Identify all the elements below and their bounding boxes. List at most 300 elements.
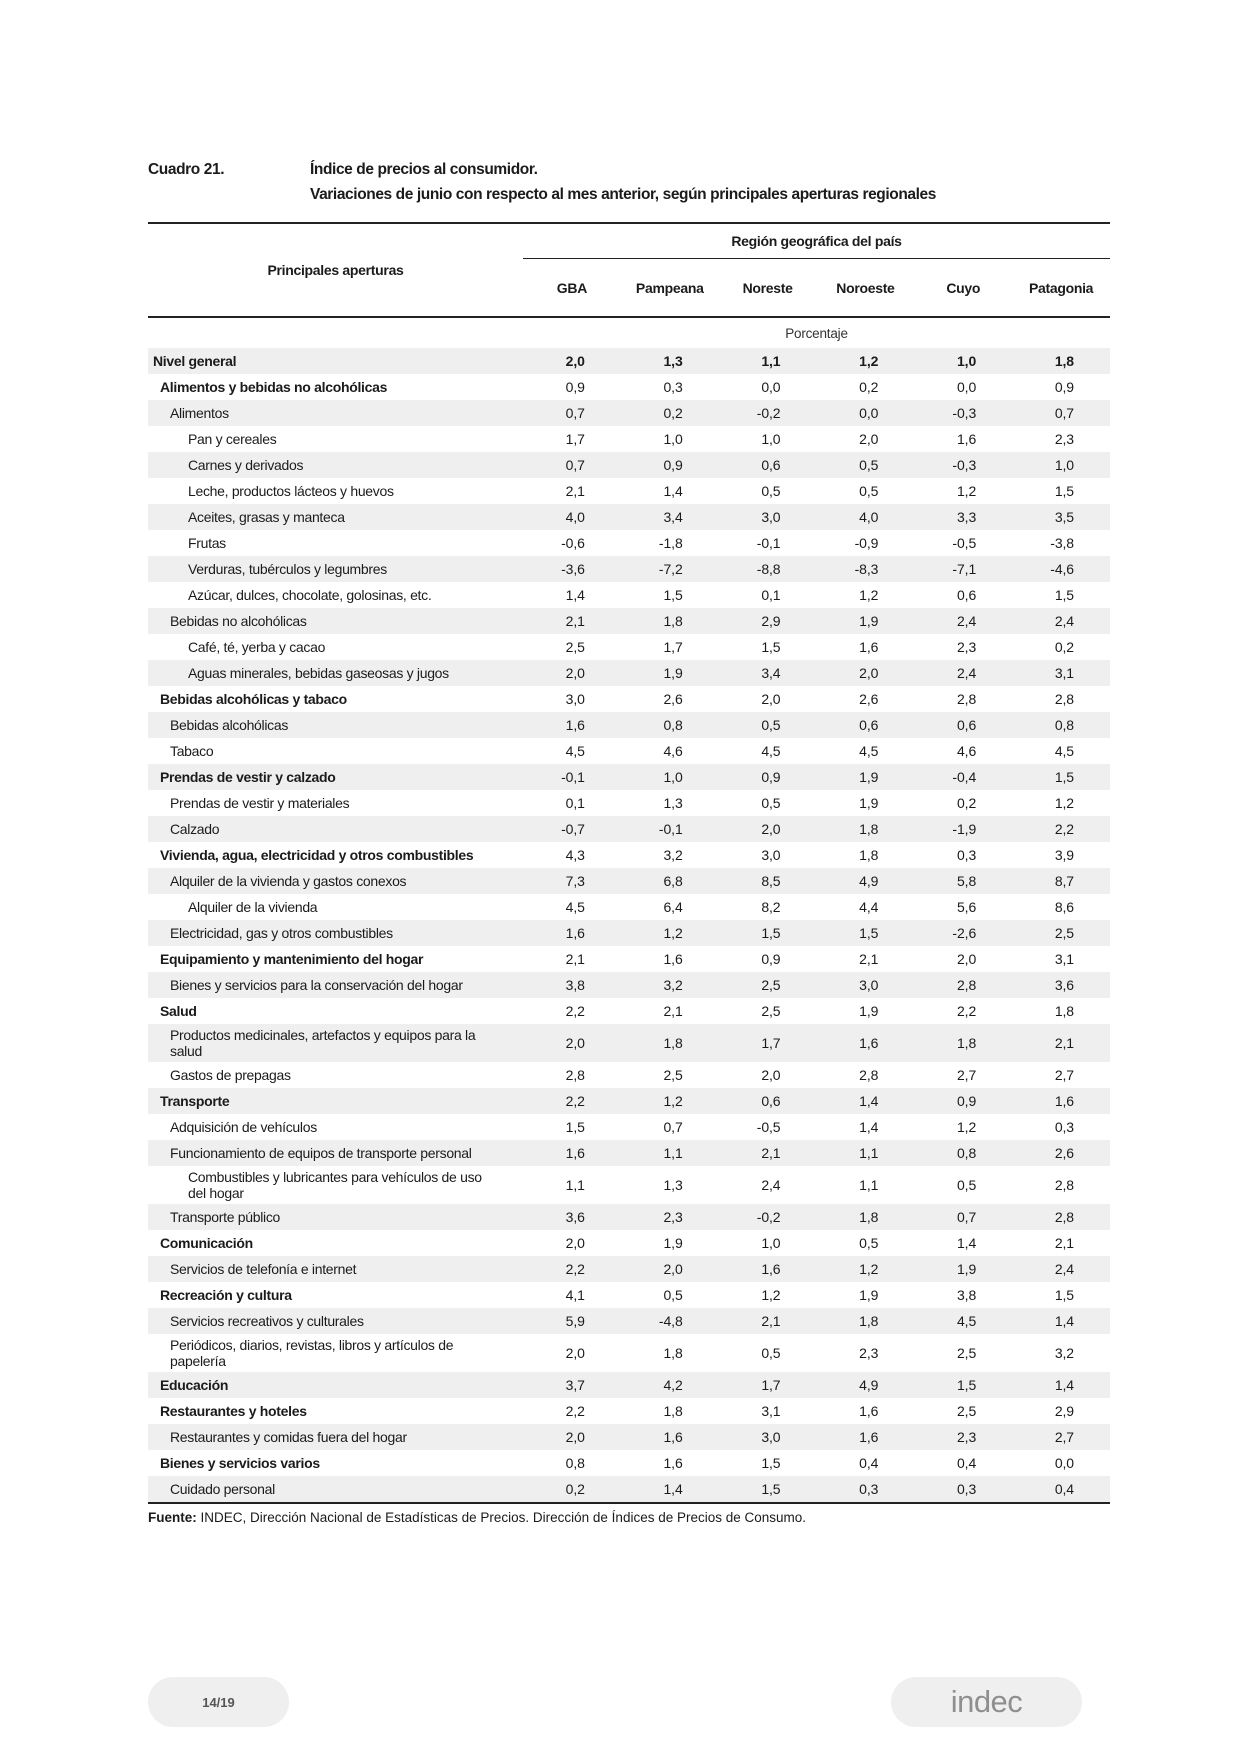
value-cell-noroeste: 2,3 <box>859 1345 879 1361</box>
value-cell-noroeste: 1,9 <box>859 613 879 629</box>
value-cell-cuyo: 0,6 <box>956 587 977 603</box>
value-cell-noreste: 1,5 <box>761 639 781 655</box>
value-cell-gba: 1,6 <box>565 717 585 733</box>
row-label: Combustibles y lubricantes para vehículos de uso del hogar <box>188 1169 482 1201</box>
row-label: Prendas de vestir y calzado <box>160 769 336 785</box>
value-cell-noroeste: 1,9 <box>859 1003 879 1019</box>
value-cell-noreste: -0,1 <box>756 535 781 551</box>
table-row <box>148 686 1110 712</box>
value-cell-cuyo: 0,8 <box>956 1145 977 1161</box>
value-cell-noroeste: 0,5 <box>859 457 879 473</box>
value-cell-patagonia: 2,1 <box>1054 1035 1074 1051</box>
value-cell-gba: 2,0 <box>565 1429 585 1445</box>
value-cell-cuyo: 2,2 <box>956 1003 977 1019</box>
value-cell-noreste: 8,5 <box>761 873 781 889</box>
row-label: Periódicos, diarios, revistas, libros y artículos de papelería <box>170 1337 454 1369</box>
value-cell-pampeana: 0,5 <box>663 1287 683 1303</box>
table-row <box>148 1256 1110 1282</box>
value-cell-patagonia: 2,6 <box>1054 1145 1074 1161</box>
table-row <box>148 972 1110 998</box>
value-cell-noroeste: 1,6 <box>859 639 879 655</box>
value-cell-cuyo: 4,5 <box>956 1313 977 1329</box>
value-cell-cuyo: 1,8 <box>956 1035 977 1051</box>
value-cell-noreste: 0,5 <box>761 483 781 499</box>
table-row <box>148 868 1110 894</box>
value-cell-noroeste: 0,5 <box>859 1235 879 1251</box>
value-cell-cuyo: -2,6 <box>952 925 977 941</box>
value-cell-noreste: 1,7 <box>761 1035 781 1051</box>
value-cell-pampeana: 1,1 <box>663 1145 683 1161</box>
value-cell-pampeana: 1,9 <box>663 1235 683 1251</box>
row-label: Bebidas alcohólicas <box>170 717 289 733</box>
value-cell-gba: 2,0 <box>565 1345 585 1361</box>
table-row <box>148 1424 1110 1450</box>
value-cell-patagonia: 1,2 <box>1054 795 1074 811</box>
row-label: Calzado <box>170 821 220 837</box>
value-cell-pampeana: 1,7 <box>663 639 683 655</box>
value-cell-patagonia: 0,0 <box>1054 1455 1074 1471</box>
value-cell-noreste: 1,5 <box>761 925 781 941</box>
column-header-noreste: Noreste <box>742 279 793 296</box>
value-cell-pampeana: 0,7 <box>663 1119 683 1135</box>
value-cell-cuyo: 2,8 <box>956 977 977 993</box>
table-row <box>148 998 1110 1024</box>
value-cell-noroeste: 0,0 <box>859 405 879 421</box>
table-row <box>148 1476 1110 1502</box>
value-cell-noreste: 2,0 <box>761 691 781 707</box>
value-cell-pampeana: 1,8 <box>663 1345 683 1361</box>
table-row <box>148 1024 1110 1062</box>
value-cell-noroeste: -0,9 <box>854 535 879 551</box>
value-cell-pampeana: 6,4 <box>663 899 683 915</box>
value-cell-noroeste: 2,0 <box>859 431 879 447</box>
value-cell-noroeste: 1,5 <box>859 925 879 941</box>
value-cell-gba: 3,7 <box>565 1377 585 1393</box>
value-cell-pampeana: 2,1 <box>663 1003 683 1019</box>
value-cell-cuyo: 1,4 <box>956 1235 977 1251</box>
value-cell-patagonia: 1,8 <box>1054 1003 1074 1019</box>
column-header-patagonia: Patagonia <box>1028 279 1094 296</box>
value-cell-cuyo: 2,8 <box>956 691 977 707</box>
row-label: Alimentos y bebidas no alcohólicas <box>160 379 388 395</box>
row-label: Leche, productos lácteos y huevos <box>188 483 394 499</box>
value-cell-gba: 1,4 <box>565 587 585 603</box>
table-row <box>148 842 1110 868</box>
value-cell-gba: 2,8 <box>565 1067 585 1083</box>
row-label: Frutas <box>188 535 226 551</box>
value-cell-noroeste: 1,9 <box>859 1287 879 1303</box>
value-cell-pampeana: 1,2 <box>663 1093 683 1109</box>
table-row <box>148 1334 1110 1372</box>
value-cell-patagonia: 2,1 <box>1054 1235 1074 1251</box>
value-cell-patagonia: -4,6 <box>1050 561 1074 577</box>
value-cell-gba: 1,5 <box>565 1119 585 1135</box>
value-cell-noroeste: 1,4 <box>859 1119 879 1135</box>
table-row <box>148 530 1110 556</box>
table-row <box>148 764 1110 790</box>
value-cell-noreste: 0,1 <box>761 587 781 603</box>
value-cell-cuyo: -0,4 <box>952 769 977 785</box>
value-cell-pampeana: 3,4 <box>663 509 683 525</box>
table-row <box>148 1282 1110 1308</box>
value-cell-gba: 2,1 <box>565 483 585 499</box>
value-cell-gba: 2,1 <box>565 613 585 629</box>
value-cell-gba: 0,7 <box>565 405 585 421</box>
row-label: Bienes y servicios para la conservación del hogar <box>170 977 463 993</box>
table-row <box>148 374 1110 400</box>
value-cell-pampeana: 1,0 <box>663 769 683 785</box>
value-cell-noroeste: 1,2 <box>859 1261 879 1277</box>
column-headers <box>523 259 1110 316</box>
row-label: Funcionamiento de equipos de transporte personal <box>170 1145 472 1161</box>
value-cell-pampeana: 1,3 <box>663 353 683 369</box>
value-cell-noroeste: 0,2 <box>859 379 879 395</box>
table-row <box>148 452 1110 478</box>
value-cell-patagonia: 2,8 <box>1054 691 1074 707</box>
value-cell-cuyo: 1,6 <box>956 431 977 447</box>
value-cell-gba: -3,6 <box>561 561 585 577</box>
value-cell-pampeana: 1,3 <box>663 1177 683 1193</box>
value-cell-gba: 1,1 <box>565 1177 585 1193</box>
table-row <box>148 1114 1110 1140</box>
value-cell-patagonia: 2,7 <box>1054 1429 1074 1445</box>
value-cell-gba: 2,0 <box>565 353 585 369</box>
value-cell-noreste: 0,5 <box>761 795 781 811</box>
table-row <box>148 816 1110 842</box>
table-row <box>148 1398 1110 1424</box>
value-cell-pampeana: 2,3 <box>663 1209 683 1225</box>
value-cell-noroeste: 4,5 <box>859 743 879 759</box>
table-body <box>148 348 1110 1504</box>
value-cell-noreste: 3,1 <box>761 1403 781 1419</box>
value-cell-gba: 2,2 <box>565 1003 585 1019</box>
value-cell-noreste: 1,5 <box>761 1455 781 1471</box>
value-cell-cuyo: 3,8 <box>956 1287 977 1303</box>
value-cell-cuyo: 1,5 <box>956 1377 977 1393</box>
table-row <box>148 1062 1110 1088</box>
value-cell-noroeste: 1,2 <box>859 353 879 369</box>
value-cell-patagonia: 2,4 <box>1054 613 1074 629</box>
value-cell-cuyo: 2,3 <box>956 639 977 655</box>
value-cell-patagonia: 2,7 <box>1054 1067 1074 1083</box>
value-cell-noreste: 3,0 <box>761 847 781 863</box>
table-row <box>148 1372 1110 1398</box>
value-cell-gba: 1,7 <box>565 431 585 447</box>
table-row <box>148 478 1110 504</box>
column-header-gba: GBA <box>556 279 588 296</box>
value-cell-noroeste: 1,9 <box>859 769 879 785</box>
value-cell-noreste: 0,5 <box>761 1345 781 1361</box>
value-cell-cuyo: 2,4 <box>956 665 977 681</box>
table-row <box>148 608 1110 634</box>
table-row <box>148 504 1110 530</box>
region-header-label: Región geográfica del país <box>523 224 1110 259</box>
row-label: Electricidad, gas y otros combustibles <box>170 925 393 941</box>
value-cell-pampeana: 4,6 <box>663 743 683 759</box>
value-cell-gba: 2,0 <box>565 665 585 681</box>
value-cell-cuyo: 0,3 <box>956 1481 977 1497</box>
value-cell-gba: 4,5 <box>565 899 585 915</box>
page-number-badge <box>148 1677 289 1727</box>
value-cell-noroeste: 1,8 <box>859 1209 879 1225</box>
value-cell-noreste: 1,6 <box>761 1261 781 1277</box>
value-cell-patagonia: 1,5 <box>1054 769 1074 785</box>
table-row <box>148 946 1110 972</box>
row-label: Alquiler de la vivienda <box>188 899 318 915</box>
table-title: Índice de precios al consumidor. <box>310 161 538 178</box>
row-label: Cuidado personal <box>170 1481 275 1497</box>
table-row <box>148 400 1110 426</box>
value-cell-cuyo: 2,7 <box>956 1067 977 1083</box>
value-cell-pampeana: -7,2 <box>658 561 683 577</box>
indec-logo: indec <box>950 1684 1023 1719</box>
value-cell-cuyo: 0,2 <box>956 795 977 811</box>
row-label: Prendas de vestir y materiales <box>170 795 350 811</box>
table-row <box>148 1088 1110 1114</box>
value-cell-gba: 3,8 <box>565 977 585 993</box>
value-cell-pampeana: 1,4 <box>663 1481 683 1497</box>
value-cell-patagonia: 1,5 <box>1054 587 1074 603</box>
page-number: 14/19 <box>202 1694 235 1710</box>
value-cell-pampeana: 1,9 <box>663 665 683 681</box>
row-label: Carnes y derivados <box>188 457 304 473</box>
value-cell-cuyo: 0,0 <box>956 379 977 395</box>
row-label: Bienes y servicios varios <box>160 1455 320 1471</box>
value-cell-noroeste: 1,6 <box>859 1403 879 1419</box>
value-cell-cuyo: 0,5 <box>956 1177 977 1193</box>
value-cell-gba: 2,0 <box>565 1035 585 1051</box>
row-label: Tabaco <box>170 743 214 759</box>
value-cell-gba: -0,7 <box>561 821 585 837</box>
value-cell-noreste: 4,5 <box>761 743 781 759</box>
value-cell-cuyo: 2,3 <box>956 1429 977 1445</box>
value-cell-gba: 4,3 <box>565 847 585 863</box>
value-cell-noroeste: 4,0 <box>859 509 879 525</box>
value-cell-noroeste: 1,6 <box>859 1429 879 1445</box>
logo-badge <box>891 1677 1082 1727</box>
source-text: INDEC, Dirección Nacional de Estadísticas de Precios. Dirección de Índices de Precios de Consumo. <box>200 1510 807 1525</box>
value-cell-noroeste: 1,6 <box>859 1035 879 1051</box>
value-cell-gba: 0,9 <box>565 379 585 395</box>
value-cell-patagonia: 4,5 <box>1054 743 1074 759</box>
value-cell-gba: 0,7 <box>565 457 585 473</box>
value-cell-patagonia: 3,5 <box>1054 509 1074 525</box>
row-label: Aguas minerales, bebidas gaseosas y jugos <box>188 665 449 681</box>
value-cell-noreste: -0,5 <box>756 1119 781 1135</box>
value-cell-pampeana: 1,0 <box>663 431 683 447</box>
value-cell-noreste: -0,2 <box>756 405 781 421</box>
value-cell-noroeste: 0,4 <box>859 1455 879 1471</box>
value-cell-patagonia: 1,4 <box>1054 1377 1074 1393</box>
value-cell-noreste: 1,0 <box>761 1235 781 1251</box>
value-cell-patagonia: 2,3 <box>1054 431 1074 447</box>
value-cell-patagonia: 3,6 <box>1054 977 1074 993</box>
value-cell-cuyo: -7,1 <box>952 561 977 577</box>
row-label: Adquisición de vehículos <box>170 1119 317 1135</box>
value-cell-cuyo: 0,3 <box>956 847 977 863</box>
value-cell-patagonia: 0,9 <box>1054 379 1074 395</box>
value-cell-patagonia: 1,5 <box>1054 483 1074 499</box>
value-cell-noroeste: 3,0 <box>859 977 879 993</box>
row-label: Alimentos <box>170 405 229 421</box>
value-cell-patagonia: 1,5 <box>1054 1287 1074 1303</box>
value-cell-noroeste: 1,1 <box>859 1145 879 1161</box>
unit-label: Porcentaje <box>785 325 848 341</box>
value-cell-noreste: 2,1 <box>761 1145 781 1161</box>
value-cell-noreste: 2,9 <box>761 613 781 629</box>
value-cell-pampeana: 1,6 <box>663 1429 683 1445</box>
value-cell-noroeste: 1,1 <box>859 1177 879 1193</box>
value-cell-noreste: 3,0 <box>761 509 781 525</box>
row-label: Recreación y cultura <box>160 1287 292 1303</box>
table-row <box>148 426 1110 452</box>
value-cell-pampeana: 1,6 <box>663 1455 683 1471</box>
value-cell-pampeana: 1,5 <box>663 587 683 603</box>
value-cell-gba: 5,9 <box>565 1313 585 1329</box>
table-number: Cuadro 21. <box>148 161 225 178</box>
table-row <box>148 348 1110 374</box>
row-label: Restaurantes y comidas fuera del hogar <box>170 1429 407 1445</box>
value-cell-pampeana: 1,6 <box>663 951 683 967</box>
value-cell-noreste: 0,9 <box>761 769 781 785</box>
table-row <box>148 1308 1110 1334</box>
value-cell-gba: 2,2 <box>565 1261 585 1277</box>
value-cell-patagonia: 2,9 <box>1054 1403 1074 1419</box>
value-cell-patagonia: 8,6 <box>1054 899 1074 915</box>
row-label: Azúcar, dulces, chocolate, golosinas, etc. <box>188 587 432 603</box>
value-cell-patagonia: 0,3 <box>1054 1119 1074 1135</box>
value-cell-cuyo: 0,7 <box>956 1209 977 1225</box>
source-label: Fuente: <box>148 1510 197 1525</box>
value-cell-pampeana: 6,8 <box>663 873 683 889</box>
value-cell-gba: 2,1 <box>565 951 585 967</box>
value-cell-cuyo: 2,5 <box>956 1403 977 1419</box>
region-header-group <box>523 224 1110 316</box>
value-cell-cuyo: -0,3 <box>952 457 977 473</box>
value-cell-patagonia: 1,6 <box>1054 1093 1074 1109</box>
table-header <box>148 222 1110 318</box>
value-cell-gba: 4,5 <box>565 743 585 759</box>
value-cell-noroeste: 1,9 <box>859 795 879 811</box>
column-header-pampeana: Pampeana <box>635 279 704 296</box>
value-cell-gba: 3,0 <box>565 691 585 707</box>
value-cell-gba: 4,0 <box>565 509 585 525</box>
column-header-cuyo: Cuyo <box>946 279 981 296</box>
row-label: Café, té, yerba y cacao <box>188 639 326 655</box>
value-cell-patagonia: -3,8 <box>1050 535 1074 551</box>
value-cell-noroeste: 1,8 <box>859 1313 879 1329</box>
value-cell-gba: -0,1 <box>561 769 585 785</box>
row-label: Transporte <box>160 1093 230 1109</box>
value-cell-pampeana: 3,2 <box>663 977 683 993</box>
value-cell-pampeana: 1,8 <box>663 613 683 629</box>
value-cell-cuyo: 3,3 <box>956 509 977 525</box>
value-cell-pampeana: 0,3 <box>663 379 683 395</box>
value-cell-noroeste: 1,2 <box>859 587 879 603</box>
value-cell-pampeana: 1,2 <box>663 925 683 941</box>
value-cell-cuyo: 1,0 <box>956 353 977 369</box>
value-cell-cuyo: -0,5 <box>952 535 977 551</box>
value-cell-pampeana: 3,2 <box>663 847 683 863</box>
value-cell-pampeana: 0,2 <box>663 405 683 421</box>
value-cell-noreste: -8,8 <box>756 561 781 577</box>
value-cell-gba: 0,8 <box>565 1455 585 1471</box>
value-cell-gba: 2,2 <box>565 1093 585 1109</box>
value-cell-patagonia: 2,4 <box>1054 1261 1074 1277</box>
value-cell-cuyo: -0,3 <box>952 405 977 421</box>
value-cell-cuyo: 0,6 <box>956 717 977 733</box>
value-cell-patagonia: 3,1 <box>1054 951 1074 967</box>
value-cell-noreste: -0,2 <box>756 1209 781 1225</box>
value-cell-gba: -0,6 <box>561 535 585 551</box>
row-label: Vivienda, agua, electricidad y otros combustibles <box>160 847 474 863</box>
table-row <box>148 790 1110 816</box>
value-cell-pampeana: -1,8 <box>658 535 683 551</box>
value-cell-pampeana: -4,8 <box>658 1313 683 1329</box>
value-cell-noreste: 1,0 <box>761 431 781 447</box>
value-cell-pampeana: 2,0 <box>663 1261 683 1277</box>
value-cell-noreste: 0,6 <box>761 457 781 473</box>
value-cell-noreste: 1,1 <box>761 353 781 369</box>
row-label: Bebidas no alcohólicas <box>170 613 307 629</box>
table-row <box>148 738 1110 764</box>
row-label: Productos medicinales, artefactos y equipos para la salud <box>170 1027 476 1059</box>
value-cell-cuyo: 5,8 <box>956 873 977 889</box>
value-cell-cuyo: 1,2 <box>956 483 977 499</box>
value-cell-gba: 3,6 <box>565 1209 585 1225</box>
value-cell-pampeana: 0,9 <box>663 457 683 473</box>
value-cell-pampeana: -0,1 <box>658 821 683 837</box>
row-label: Transporte público <box>170 1209 281 1225</box>
value-cell-gba: 1,6 <box>565 1145 585 1161</box>
value-cell-noroeste: 4,9 <box>859 873 879 889</box>
value-cell-noroeste: 4,4 <box>859 899 879 915</box>
value-cell-patagonia: 3,9 <box>1054 847 1074 863</box>
row-label: Restaurantes y hoteles <box>160 1403 307 1419</box>
column-header-noroeste: Noroeste <box>836 279 895 296</box>
row-label: Aceites, grasas y manteca <box>188 509 345 525</box>
value-cell-noreste: 2,5 <box>761 1003 781 1019</box>
value-cell-noreste: 0,6 <box>761 1093 781 1109</box>
value-cell-noroeste: 0,3 <box>859 1481 879 1497</box>
value-cell-patagonia: 1,4 <box>1054 1313 1074 1329</box>
value-cell-gba: 0,2 <box>565 1481 585 1497</box>
value-cell-pampeana: 1,8 <box>663 1035 683 1051</box>
value-cell-cuyo: -1,9 <box>952 821 977 837</box>
value-cell-noroeste: 2,0 <box>859 665 879 681</box>
value-cell-noroeste: 0,5 <box>859 483 879 499</box>
value-cell-gba: 1,6 <box>565 925 585 941</box>
value-cell-noreste: 3,0 <box>761 1429 781 1445</box>
value-cell-pampeana: 0,8 <box>663 717 683 733</box>
value-cell-cuyo: 4,6 <box>956 743 977 759</box>
row-header-label: Principales aperturas <box>267 262 404 278</box>
value-cell-patagonia: 3,1 <box>1054 665 1074 681</box>
table-row <box>148 582 1110 608</box>
value-cell-gba: 7,3 <box>565 873 585 889</box>
value-cell-patagonia: 0,8 <box>1054 717 1074 733</box>
table-row <box>148 1166 1110 1204</box>
value-cell-patagonia: 0,4 <box>1054 1481 1074 1497</box>
table-row <box>148 1140 1110 1166</box>
table-row <box>148 1450 1110 1476</box>
value-cell-noreste: 8,2 <box>761 899 781 915</box>
row-label: Bebidas alcohólicas y tabaco <box>160 691 347 707</box>
value-cell-patagonia: 1,8 <box>1054 353 1074 369</box>
row-label: Gastos de prepagas <box>170 1067 291 1083</box>
value-cell-cuyo: 2,0 <box>956 951 977 967</box>
row-label: Pan y cereales <box>188 431 277 447</box>
